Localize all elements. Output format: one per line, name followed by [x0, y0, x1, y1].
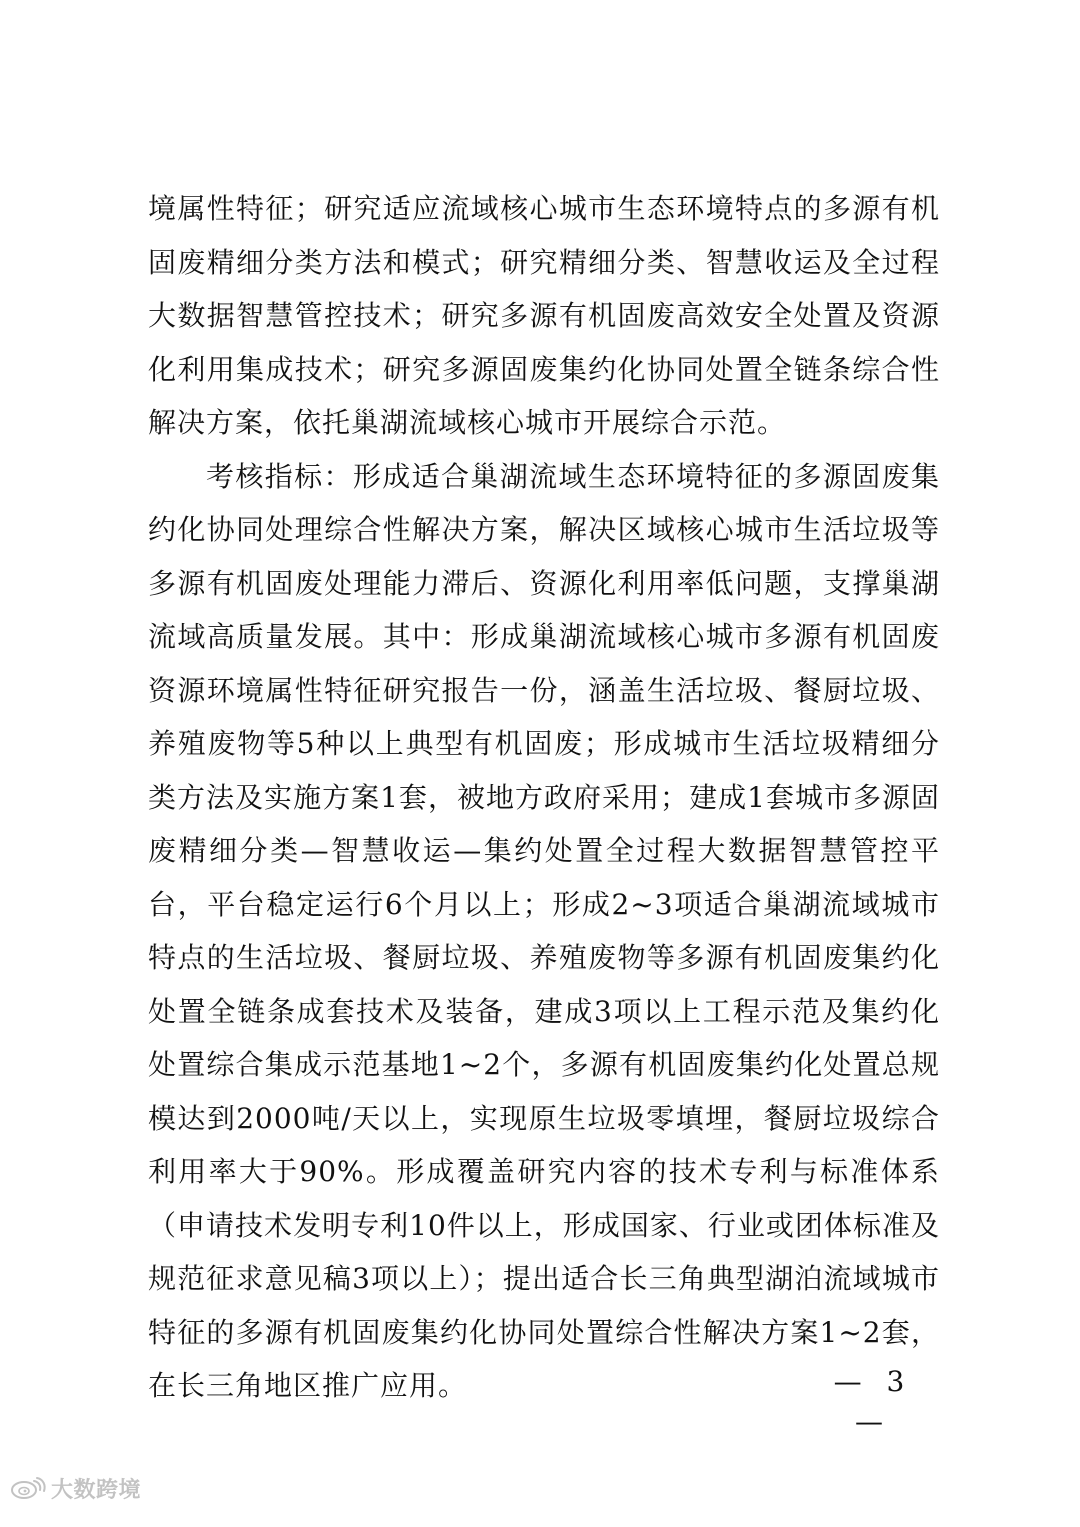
paragraph-continuation: 境属性特征；研究适应流域核心城市生态环境特点的多源有机固废精细分类方法和模式；研究精细分类、智慧收运及全过程大数据智慧管控技术；研究多源有机固废高效安全处置及资源化利用集成技术；研究多源固废集约化协同处置全链条综合性解决方案，依托巢湖流域核心城市开展综合示范。: [148, 192, 940, 439]
watermark: [9, 1470, 141, 1506]
weibo-logo-icon: [9, 1476, 47, 1500]
paragraph-assessment-indicators: 考核指标：形成适合巢湖流域生态环境特征的多源固废集约化协同处理综合性解决方案，解决区域核心城市生活垃圾等多源有机固废处理能力滞后、资源化利用率低问题，支撑巢湖流域高质量发展。其中：形成巢湖流域核心城市多源有机固废资源环境属性特征研究报告一份，涵盖生活垃圾、餐厨垃圾、养殖废物等5种以上典型有机固废；形成城市生活垃圾精细分类方法及实施方案1套，被地方政府采用；建成1套城市多源固废精细分类—智慧收运—集约处置全过程大数据智慧管控平台，平台稳定运行6个月以上；形成2~3项适合巢湖流域城市特点的生活垃圾、餐厨垃圾、养殖废物等多源有机固废集约化处置全链条成套技术及装备，建成3项以上工程示范及集约化处置综合集成示范基地1~2个，多源有机固废集约化处置总规模达到2000吨/天以上，实现原生垃圾零填埋，餐厨垃圾综合利用率大于90%。形成覆盖研究内容的技术专利与标准体系（申请技术发明专利10件以上，形成国家、行业或团体标准及规范征求意见稿3项以上）；提出适合长三角典型湖泊流域城市特征的多源有机固废集约化协同处置综合性解决方案1~2套，在长三角地区推广应用。: [148, 459, 940, 1402]
page-number: — 3 —: [833, 1365, 913, 1438]
document-body: [148, 182, 940, 1413]
watermark-text: 大数跨境: [51, 1477, 142, 1503]
